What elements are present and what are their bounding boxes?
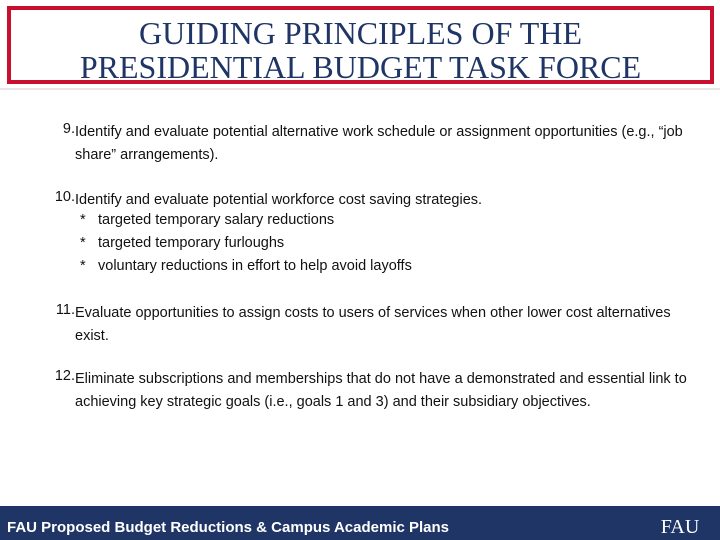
- principle-item-11: [40, 302, 690, 347]
- bullet-text: targeted temporary furloughs: [98, 235, 285, 251]
- principle-text: Eliminate subscriptions and memberships that do not have a demonstrated and essential link to achieving key strategic goals (i.e., goals 1 and 3) and their subsidiary objectives.: [75, 371, 687, 410]
- principle-text: Evaluate opportunities to assign costs to users of services when other lower cost alternatives exist.: [75, 305, 671, 344]
- bullet-text: voluntary reductions in effort to help avoid layoffs: [98, 258, 412, 274]
- principle-text: Identify and evaluate potential workforce cost saving strategies.: [75, 192, 483, 208]
- bullet-item: [80, 209, 334, 232]
- fau-logo: [658, 512, 702, 538]
- bullet-text: targeted temporary salary reductions: [98, 212, 335, 228]
- principle-text: Identify and evaluate potential alternative work schedule or assignment opportunities (e.g., “job share” arrangements).: [75, 124, 683, 163]
- principle-item-12: [40, 368, 690, 413]
- footer-text: FAU Proposed Budget Reductions & Campus Academic Plans: [7, 519, 450, 536]
- principle-number: 9.: [62, 121, 75, 137]
- bullet-item: [80, 232, 284, 255]
- principle-item-9: [40, 121, 690, 166]
- bullet-marker: *: [80, 212, 86, 228]
- title-line-1: GUIDING PRINCIPLES OF THE: [139, 15, 582, 51]
- bullet-item: [80, 255, 412, 278]
- footer-bar: [0, 506, 720, 540]
- bullet-marker: *: [80, 258, 86, 274]
- title-line-2: PRESIDENTIAL BUDGET TASK FORCE: [79, 49, 642, 85]
- fau-logo-text: FAU: [660, 516, 700, 538]
- principle-number: 10.: [54, 189, 75, 205]
- bullet-marker: *: [80, 235, 86, 251]
- principle-number: 12.: [54, 368, 75, 384]
- principle-number: 11.: [55, 302, 75, 318]
